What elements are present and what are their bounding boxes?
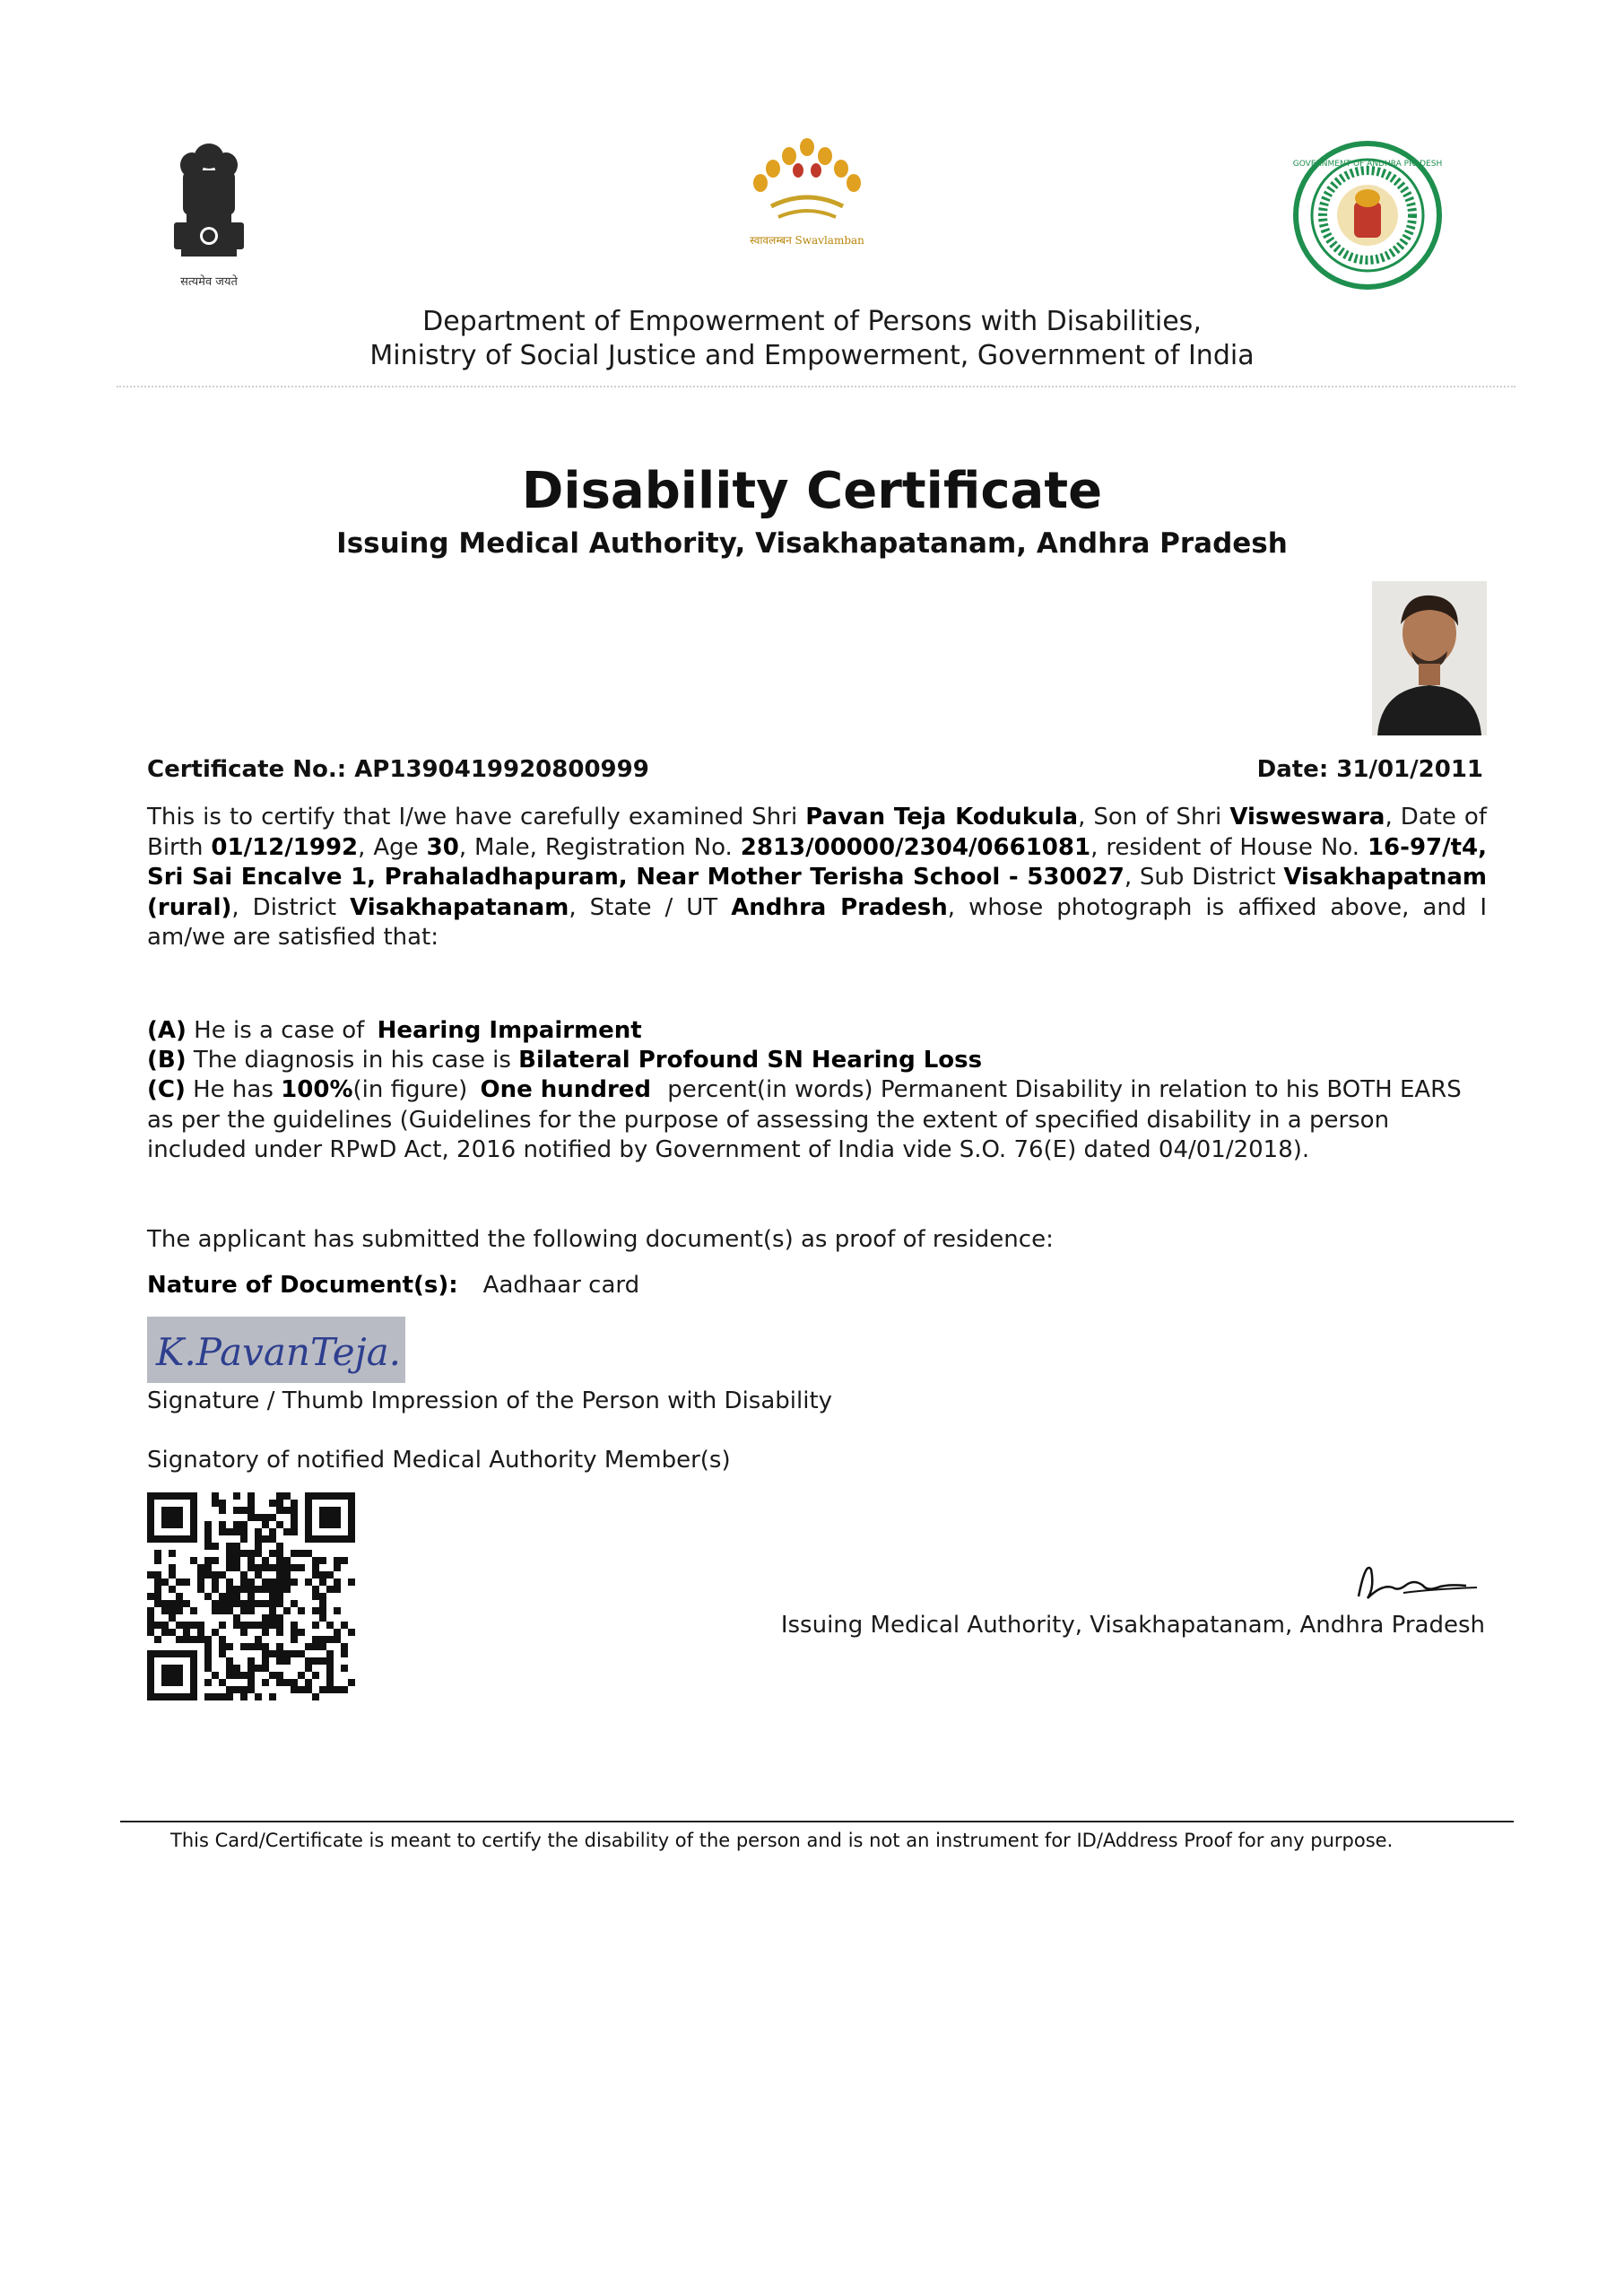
finding-label: (B) xyxy=(147,1047,187,1074)
finding-c xyxy=(147,1075,1487,1166)
sub-district: Visakhapatnam (rural) xyxy=(147,864,1487,921)
applicant-name: Pavan Teja Kodukula xyxy=(805,804,1079,831)
applicant-signature xyxy=(147,1317,405,1383)
district: Visakhapatanam xyxy=(350,893,569,921)
father-name: Visweswara xyxy=(1229,804,1385,831)
body-text: , State / UT xyxy=(569,893,732,921)
document-nature-value: Aadhaar card xyxy=(482,1272,640,1299)
department-line-2: Ministry of Social Justice and Empowerment, Government of India xyxy=(369,340,1255,371)
signature-handwritten: K.PavanTeja. xyxy=(156,1330,401,1374)
disability-percent-words: One hundred xyxy=(480,1076,652,1103)
certificate-date xyxy=(1257,756,1483,783)
andhra-pradesh-seal xyxy=(1291,139,1444,296)
address: 16-97/t4, Sri Sai Encalve 1, Prahaladhapuram, Near Mother Terisha School - 530027 xyxy=(147,833,1488,891)
certificate-date-value: 31/01/2011 xyxy=(1336,756,1483,783)
finding-text: He has xyxy=(185,1076,282,1103)
registration-number: 2813/00000/2304/0661081 xyxy=(740,833,1091,861)
finding-b xyxy=(147,1046,982,1075)
state: Andhra Pradesh xyxy=(731,893,948,921)
body-text: , District xyxy=(231,893,351,921)
qr-code xyxy=(147,1492,355,1700)
signature-caption: Signature / Thumb Impression of the Person with Disability xyxy=(147,1387,833,1414)
certification-paragraph xyxy=(147,803,1487,953)
certificate-number-value: AP1390419920800999 xyxy=(354,756,649,783)
date-of-birth: 01/12/1992 xyxy=(211,833,359,861)
finding-a xyxy=(147,1016,642,1046)
finding-text: percent(in words) Permanent Disability in relation to his BOTH EARS as per the guidelines (Guidelines for the purpose of assessing the extent of specified disability in a person included under RPwD Act, 2016 notified by Government of India vide S.O. 76(E) dated 04/01/2018). xyxy=(147,1076,1462,1163)
seal-text: GOVERNMENT OF ANDHRA PRADESH xyxy=(1292,160,1443,169)
proof-intro: The applicant has submitted the following document(s) as proof of residence: xyxy=(147,1226,1054,1253)
body-text: , whose photograph is affixed above, and I am/we are satisfied that: xyxy=(147,893,1487,951)
finding-text: The diagnosis in his case is xyxy=(186,1047,519,1074)
body-text: , Age xyxy=(358,833,427,861)
certificate-number xyxy=(147,756,649,783)
issuing-authority: Issuing Medical Authority, Visakhapatanam, Andhra Pradesh xyxy=(780,1612,1485,1639)
body-text: This is to certify that I/we have carefully examined Shri xyxy=(147,804,806,831)
certificate-subtitle: Issuing Medical Authority, Visakhapatanam, Andhra Pradesh xyxy=(336,527,1288,560)
swavlamban-logo xyxy=(735,135,879,260)
finding-text: (in figure) xyxy=(352,1076,475,1103)
body-text: , resident of House No. xyxy=(1090,833,1368,861)
body-text: , Son of Shri xyxy=(1078,804,1230,831)
footer-divider xyxy=(120,1821,1514,1822)
footer-disclaimer: This Card/Certificate is meant to certify the disability of the person and is not an instrument for ID/Address Proof for any purpose. xyxy=(170,1830,1394,1851)
disability-percent: 100% xyxy=(281,1076,353,1103)
body-text: , Date of Birth xyxy=(147,804,1487,861)
certificate-number-label: Certificate No.: xyxy=(147,756,347,783)
swavlamban-text: स्वावलम्बन Swavlamban xyxy=(750,234,864,247)
document-nature-label: Nature of Document(s): xyxy=(147,1272,458,1299)
certificate-title: Disability Certificate xyxy=(521,462,1103,520)
certificate-date-label: Date: xyxy=(1256,756,1329,783)
disability-type: Hearing Impairment xyxy=(377,1017,642,1044)
age: 30 xyxy=(426,833,459,861)
national-emblem-icon xyxy=(160,135,258,296)
department-line-1: Department of Empowerment of Persons with Disabilities, xyxy=(422,306,1202,337)
finding-text: He is a case of xyxy=(186,1017,372,1044)
body-text: , Sub District xyxy=(1124,864,1284,891)
document-nature xyxy=(147,1271,639,1300)
header-divider xyxy=(117,386,1515,387)
emblem-motto: सत्यमेव जयते xyxy=(180,275,238,289)
authority-signature xyxy=(1341,1552,1484,1605)
signatory-label: Signatory of notified Medical Authority Member(s) xyxy=(147,1447,731,1474)
finding-label: (C) xyxy=(147,1076,186,1103)
diagnosis: Bilateral Profound SN Hearing Loss xyxy=(518,1047,983,1074)
finding-label: (A) xyxy=(147,1017,187,1044)
body-text: , Male, Registration No. xyxy=(458,833,741,861)
applicant-photo xyxy=(1372,581,1487,735)
